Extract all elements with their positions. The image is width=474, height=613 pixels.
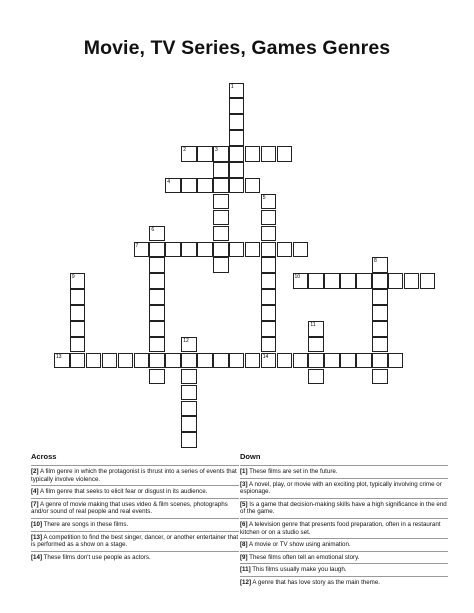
clue-number: 12 [183, 337, 189, 344]
grid-cell[interactable] [245, 146, 261, 162]
grid-cell[interactable] [181, 369, 197, 385]
clue-item-text: A genre of movie making that uses video & film scenes, photographs and/or sound of real people and real events. [31, 500, 228, 516]
clue-number: 6 [151, 226, 155, 233]
clue-item [240, 551, 448, 564]
clue-item [240, 518, 448, 538]
clue-number: 2 [183, 147, 186, 154]
clue-item-text: A novel, play, or movie with an exciting plot, typically involving crime or espionage. [240, 480, 442, 496]
grid-cell[interactable] [388, 273, 404, 289]
grid-cell[interactable] [261, 146, 277, 162]
grid-cell[interactable] [229, 114, 245, 130]
grid-cell[interactable] [293, 242, 309, 258]
clue-item-number: [8] [240, 541, 248, 549]
clue-number: 5 [262, 194, 266, 201]
grid-cell[interactable] [197, 146, 213, 162]
grid-cell[interactable] [293, 353, 309, 369]
clue-item [31, 531, 239, 551]
grid-cell[interactable] [149, 337, 165, 353]
grid-cell[interactable] [261, 321, 277, 337]
page-title: Movie, TV Series, Games Genres [83, 37, 391, 59]
grid-cell[interactable] [308, 273, 324, 289]
grid-cell[interactable] [372, 337, 388, 353]
clue-item-text: A genre that has love story as the main theme. [251, 578, 380, 586]
grid-cell[interactable] [213, 210, 229, 226]
grid-cell[interactable] [324, 353, 340, 369]
grid-cell[interactable] [245, 178, 261, 194]
grid-cell[interactable] [340, 353, 356, 369]
clue-item [31, 465, 239, 485]
clue-item-number: [10] [31, 520, 43, 528]
clue-number: 11 [310, 322, 316, 328]
grid-cell[interactable] [165, 242, 181, 258]
grid-cell[interactable] [372, 353, 388, 369]
across-clue-list [31, 465, 239, 563]
clue-item-text: These films are set in the future. [247, 468, 338, 475]
clue-number: 1 [230, 83, 234, 90]
clue-item-text: A film genre in which the protagonist is thrust into a series of events that typically involve violence. [31, 468, 237, 483]
clue-item-number: [13] [31, 533, 43, 541]
grid-cell[interactable] [261, 242, 277, 258]
grid-cell[interactable] [149, 289, 165, 305]
grid-cell[interactable] [277, 353, 293, 369]
grid-cell[interactable] [356, 273, 372, 289]
clue-item [240, 478, 448, 498]
clue-number: 14 [262, 353, 269, 360]
clue-item [240, 498, 448, 518]
clue-item-text: These films don't use people as actors. [42, 553, 151, 561]
grid-cell[interactable] [229, 242, 245, 258]
grid-cell[interactable] [134, 353, 150, 369]
grid-cell[interactable] [229, 178, 245, 194]
clue-item [31, 551, 239, 564]
grid-cell[interactable] [213, 178, 229, 194]
grid-cell[interactable] [86, 353, 102, 369]
grid-cell[interactable] [261, 194, 277, 210]
grid-cell[interactable] [308, 337, 324, 353]
grid-cell[interactable] [181, 416, 197, 432]
grid-cell[interactable] [54, 353, 70, 369]
grid-cell[interactable] [261, 353, 277, 369]
clue-item-text: A movie or TV show using animation. [247, 541, 351, 549]
grid-cell[interactable] [70, 289, 86, 305]
grid-cell[interactable] [261, 226, 277, 242]
grid-cell[interactable] [277, 242, 293, 258]
grid-cell[interactable] [70, 273, 86, 289]
clue-item [240, 538, 448, 551]
grid-cell[interactable] [70, 321, 86, 337]
clue-item [240, 563, 448, 576]
grid-cell[interactable] [229, 146, 245, 162]
grid-cell[interactable] [372, 257, 388, 273]
grid-cell[interactable] [261, 257, 277, 273]
grid-cell[interactable] [149, 353, 165, 369]
grid-cell[interactable] [181, 385, 197, 401]
grid-cell[interactable] [165, 178, 181, 194]
grid-cell[interactable] [149, 369, 165, 385]
grid-cell[interactable] [229, 162, 245, 178]
grid-cell[interactable] [70, 305, 86, 321]
clue-item-number: [9] [240, 553, 248, 561]
clue-item-number: [7] [31, 500, 39, 508]
grid-cell[interactable] [229, 130, 245, 146]
clue-item [31, 498, 239, 518]
grid-cell[interactable] [118, 353, 134, 369]
grid-cell[interactable] [149, 257, 165, 273]
grid-cell[interactable] [181, 337, 197, 353]
clue-item-number: [5] [240, 500, 248, 508]
down-clue-list [240, 465, 448, 589]
grid-cell[interactable] [181, 432, 197, 448]
grid-cell[interactable] [70, 353, 86, 369]
grid-cell[interactable] [181, 178, 197, 194]
clue-item-text: A film genre that seeks to elicit fear or disgust in its audience. [38, 488, 208, 496]
across-heading: Across [31, 452, 57, 461]
clue-item-text: This films usually make you laugh. [250, 566, 347, 574]
grid-cell[interactable] [388, 353, 404, 369]
grid-cell[interactable] [102, 353, 118, 369]
grid-cell[interactable] [308, 353, 324, 369]
grid-cell[interactable] [149, 321, 165, 337]
grid-cell[interactable] [229, 83, 245, 99]
clue-item-text: There are songs in these films. [42, 520, 129, 528]
grid-cell[interactable] [372, 369, 388, 385]
grid-cell[interactable] [372, 289, 388, 305]
grid-cell[interactable] [149, 273, 165, 289]
clue-item-number: [12] [240, 578, 252, 586]
clue-item-number: [1] [240, 468, 248, 475]
clue-number: 3 [215, 147, 218, 154]
grid-cell[interactable] [149, 305, 165, 321]
grid-cell[interactable] [213, 226, 229, 242]
grid-cell[interactable] [213, 194, 229, 210]
clue-number: 13 [56, 353, 62, 360]
grid-cell[interactable] [372, 273, 388, 289]
grid-cell[interactable] [149, 242, 165, 258]
grid-cell[interactable] [213, 146, 229, 162]
grid-cell[interactable] [245, 242, 261, 258]
clue-item-text: These films often tell an emotional story. [247, 553, 360, 561]
clue-item-number: [4] [31, 488, 39, 496]
grid-cell[interactable] [324, 273, 340, 289]
grid-cell[interactable] [197, 353, 213, 369]
grid-cell[interactable] [308, 369, 324, 385]
clue-item-number: [11] [240, 566, 251, 574]
grid-cell[interactable] [181, 146, 197, 162]
clue-item-number: [2] [31, 468, 39, 475]
grid-cell[interactable] [261, 305, 277, 321]
grid-cell[interactable] [70, 337, 86, 353]
grid-cell[interactable] [197, 178, 213, 194]
clue-number: 8 [374, 258, 377, 265]
grid-cell[interactable] [245, 353, 261, 369]
grid-cell[interactable] [420, 273, 436, 289]
grid-cell[interactable] [134, 242, 150, 258]
grid-cell[interactable] [261, 289, 277, 305]
grid-cell[interactable] [229, 353, 245, 369]
clue-number: 9 [71, 274, 75, 281]
clue-item-text: A television genre that presents food preparation, often in a restaurant kitchen or on a studio set. [240, 520, 441, 536]
grid-cell[interactable] [181, 242, 197, 258]
grid-cell[interactable] [197, 242, 213, 258]
grid-cell[interactable] [356, 353, 372, 369]
clue-item-text: Is a game that decision-making skills have a high significance in the end of the game. [240, 500, 447, 516]
grid-cell[interactable] [181, 353, 197, 369]
grid-cell[interactable] [261, 337, 277, 353]
grid-cell[interactable] [372, 321, 388, 337]
clue-item [240, 576, 448, 589]
grid-cell[interactable] [229, 98, 245, 114]
grid-cell[interactable] [213, 162, 229, 178]
clue-item-text: A competition to find the best singer, dancer, or another entertainer that is performed as a show on a stage. [31, 533, 239, 549]
grid-cell[interactable] [261, 273, 277, 289]
grid-cell[interactable] [213, 353, 229, 369]
grid-cell[interactable] [277, 146, 293, 162]
grid-cell[interactable] [293, 273, 309, 289]
clue-item-number: [3] [240, 480, 248, 488]
grid-cell[interactable] [213, 242, 229, 258]
clue-item [240, 465, 448, 478]
clue-item-number: [14] [31, 553, 43, 561]
clue-number: 10 [294, 274, 301, 281]
clue-item-number: [6] [240, 520, 248, 528]
clue-number: 4 [167, 178, 171, 185]
clue-number: 7 [135, 242, 139, 249]
grid-cell[interactable] [404, 273, 420, 289]
clue-item [31, 485, 239, 498]
clue-item [31, 518, 239, 531]
grid-cell[interactable] [372, 305, 388, 321]
down-heading: Down [240, 452, 261, 461]
grid-cell[interactable] [340, 273, 356, 289]
grid-cell[interactable] [261, 210, 277, 226]
grid-cell[interactable] [149, 226, 165, 242]
grid-cell[interactable] [213, 257, 229, 273]
grid-cell[interactable] [165, 353, 181, 369]
grid-cell[interactable] [308, 321, 324, 337]
grid-cell[interactable] [181, 401, 197, 417]
